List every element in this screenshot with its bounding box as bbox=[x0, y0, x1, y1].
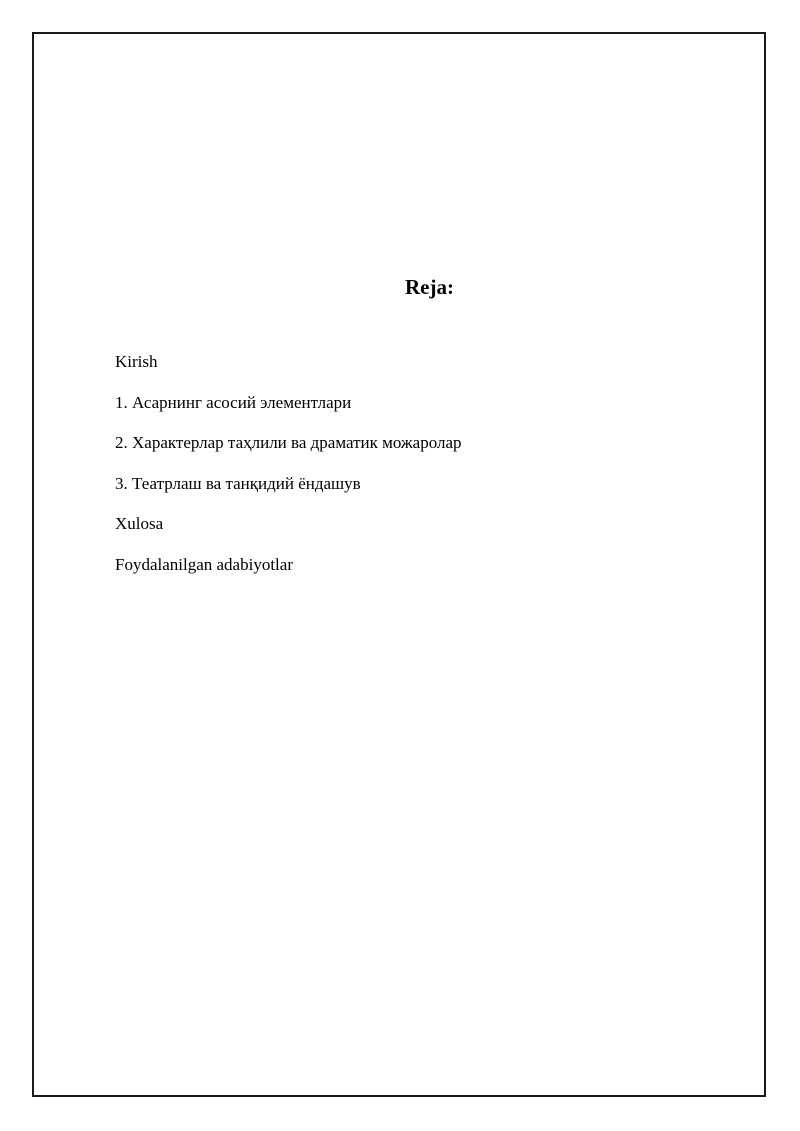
page-title: Reja: bbox=[405, 275, 454, 299]
plan-item-intro: Kirish bbox=[115, 352, 158, 371]
plan-list bbox=[115, 350, 462, 594]
plan-item-conclusion: Xulosa bbox=[115, 514, 164, 534]
plan-item-1: 1. Асарнинг асосий элементлари bbox=[115, 392, 352, 412]
plan-item-3: 3. Театрлаш ва танқидий ёндашув bbox=[115, 473, 361, 493]
plan-item-2: 2. Характерлар таҳлили ва драматик можаролар bbox=[115, 433, 462, 453]
plan-item-references: Foydalanilgan adabiyotlar bbox=[115, 554, 293, 574]
